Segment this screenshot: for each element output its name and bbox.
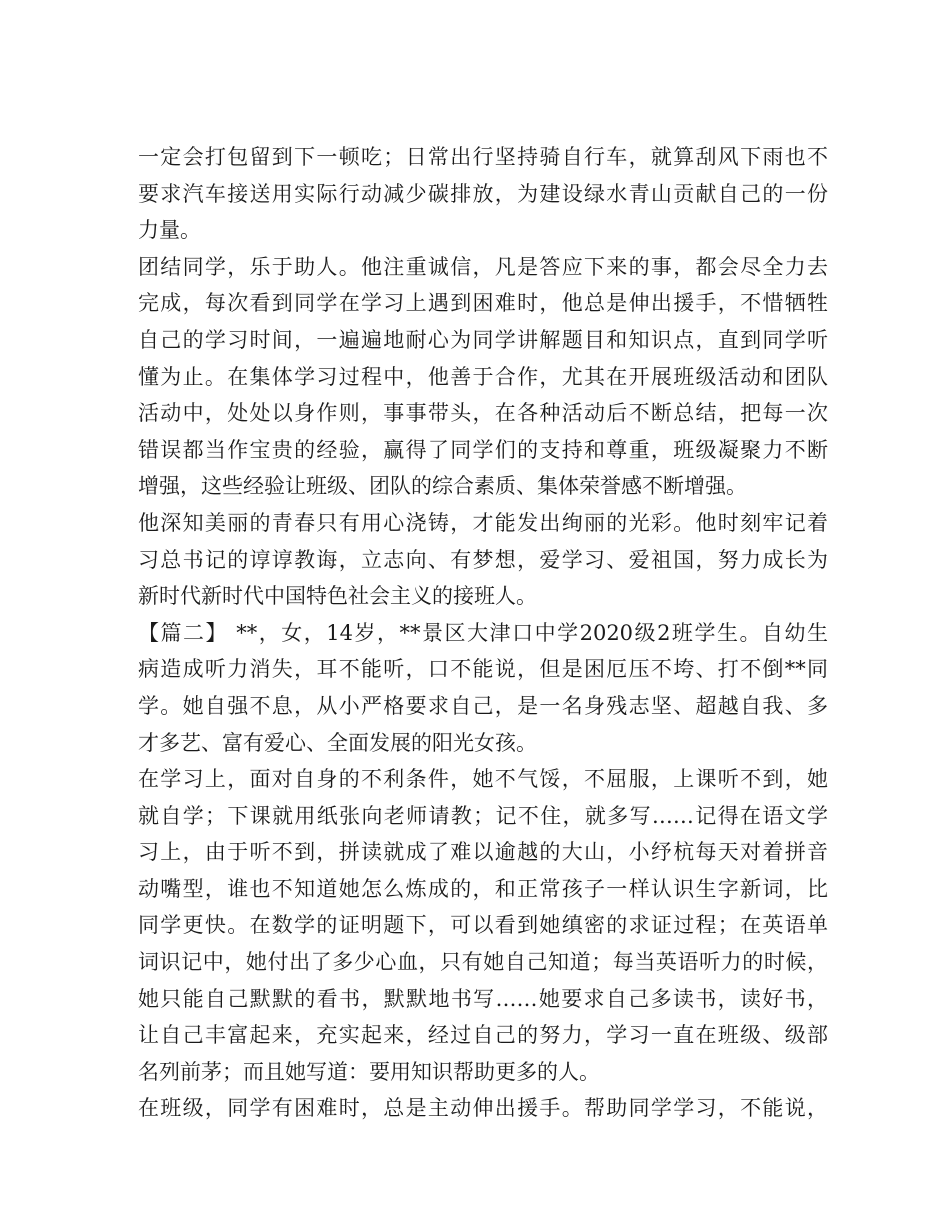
text-line: 名列前茅；而且她写道：要用知识帮助更多的人。 xyxy=(138,1059,600,1084)
text-line: 就自学；下课就用纸张向老师请教；记不住，就多写……记得在语文学 xyxy=(138,803,828,828)
text-line: 自己的学习时间，一遍遍地耐心为同学讲解题目和知识点，直到同学听 xyxy=(138,327,828,352)
text-line: 他深知美丽的青春只有用心浇铸，才能发出绚丽的光彩。他时刻牢记着 xyxy=(138,510,828,535)
text-line: 团结同学，乐于助人。他注重诚信，凡是答应下来的事，都会尽全力去 xyxy=(138,254,828,279)
text-line: 词识记中，她付出了多少心血，只有她自己知道；每当英语听力的时候， xyxy=(138,950,828,975)
text-line: 同学更快。在数学的证明题下，可以看到她缜密的求证过程；在英语单 xyxy=(138,913,828,938)
text-line: 才多艺、富有爱心、全面发展的阳光女孩。 xyxy=(138,730,537,755)
text-line: 习上，由于听不到，拼读就成了难以逾越的大山，小纾杭每天对着拼音 xyxy=(138,840,828,865)
document-body xyxy=(138,139,828,1127)
text-line: 错误都当作宝贵的经验，赢得了同学们的支持和尊重，班级凝聚力不断 xyxy=(138,437,828,462)
text-line: 让自己丰富起来，充实起来，经过自己的努力，学习一直在班级、级部 xyxy=(138,1023,828,1048)
text-line: 她只能自己默默的看书，默默地书写……她要求自己多读书，读好书， xyxy=(138,986,828,1011)
text-line: 要求汽车接送用实际行动减少碳排放，为建设绿水青山贡献自己的一份 xyxy=(138,181,828,206)
text-line: 增强，这些经验让班级、团队的综合素质、集体荣誉感不断增强。 xyxy=(138,474,747,499)
text-line: 动嘴型，谁也不知道她怎么炼成的，和正常孩子一样认识生字新词，比 xyxy=(138,876,828,901)
text-line: 一定会打包留到下一顿吃；日常出行坚持骑自行车，就算刮风下雨也不 xyxy=(138,145,828,169)
text-line: 习总书记的谆谆教诲，立志向、有梦想，爱学习、爱祖国，努力成长为 xyxy=(138,547,828,572)
text-line: 完成，每次看到同学在学习上遇到困难时，他总是伸出援手，不惜牺牲 xyxy=(138,291,828,316)
text-line: 在班级，同学有困难时，总是主动伸出援手。帮助同学学习，不能说， xyxy=(138,1096,828,1121)
text-line: 在学习上，面对自身的不利条件，她不气馁，不屈服，上课听不到，她 xyxy=(138,767,828,792)
text-line: 活动中，处处以身作则，事事带头，在各种活动后不断总结，把每一次 xyxy=(138,401,828,426)
text-line: 力量。 xyxy=(138,218,201,243)
text-line: 病造成听力消失，耳不能听，口不能说，但是困厄压不垮、打不倒**同 xyxy=(138,657,828,682)
text-line: 【篇二】 **，女，14岁，**景区大津口中学2020级2班学生。自幼生 xyxy=(138,620,828,645)
text-line: 懂为止。在集体学习过程中，他善于合作，尤其在开展班级活动和团队 xyxy=(138,364,828,389)
text-line: 新时代新时代中国特色社会主义的接班人。 xyxy=(138,584,537,609)
text-line: 学。她自强不息，从小严格要求自己，是一名身残志坚、超越自我、多 xyxy=(138,693,828,718)
